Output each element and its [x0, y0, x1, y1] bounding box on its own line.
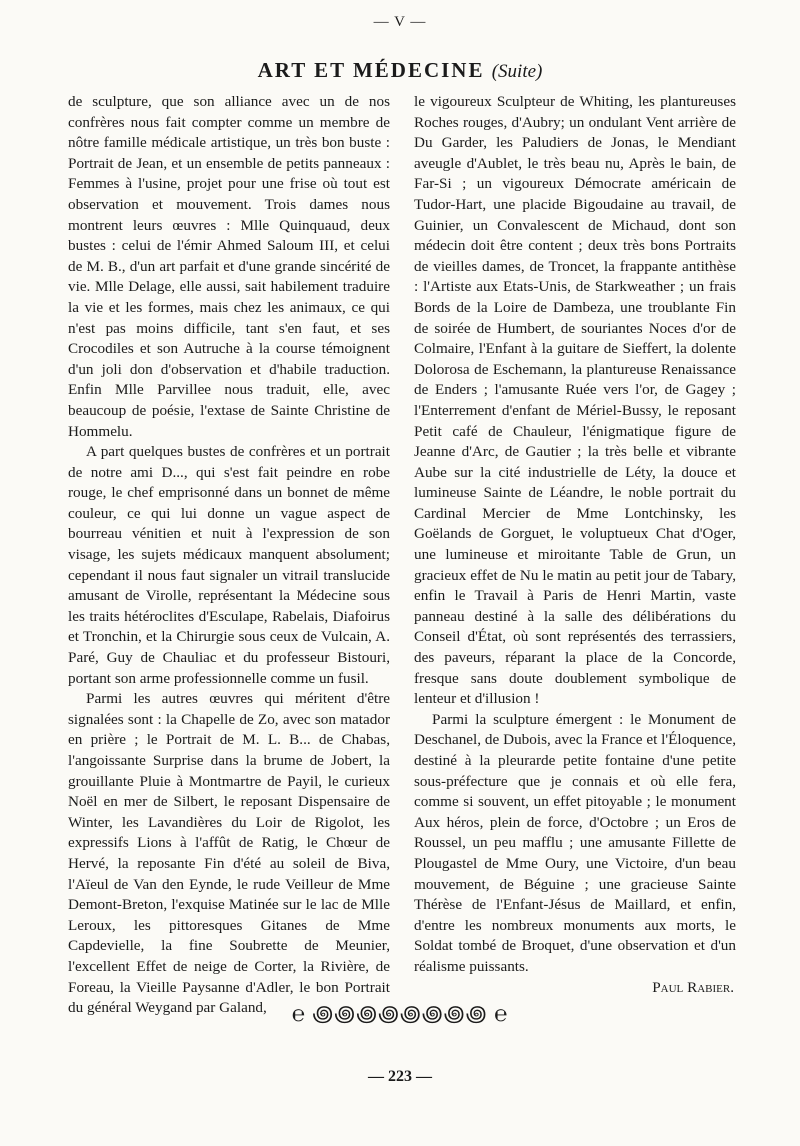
paragraph: A part quelques bustes de confrères et un portrait de notre ami D..., qui s'est fait peindre en robe rouge, le chef emprisonné dans un bonnet de même couleur, ce qui lui donne un vague aspect de bourreau vénitien et nuit à l'expression de son visage, les sujets médicaux manquent absolument; cependant il nous faut signaler un vitrail translucide amusant de Virolle, représentant la Médecine sous les traits hétéroclites d'Esculape, Rabelais, Diafoirus et Tronchin, et la Chirurgie sous ceux de Vulcain, A. Paré, Guy de Chauliac et du professeur Bistouri, portant son arme professionnelle comme un fusil.	[68, 443, 390, 687]
author-signature: Paul Rabier.	[652, 978, 734, 996]
ornament-divider: ℮ ꩜꩜꩜꩜꩜꩜꩜꩜ ℮	[291, 1001, 509, 1026]
right-column	[414, 92, 736, 998]
paragraph: Parmi les autres œuvres qui méritent d'être signalées sont : la Chapelle de Zo, avec son matador en prière ; le Portrait de M. L. B... de Chabas, l'angoissante Surprise dans la brume de Jobert, la grouillante Pluie à Montmartre de Payil, le curieux Noël en mer de Silbert, le reposant Dispensaire de Winter, les Lavandières du Loir de Rigolot, les expressifs Lions à l'affût de Ratig, le Chœur de Hervé, la reposante Fin d'été au soleil de Biva, l'Aïeul de Van den Eynde, le rude Veilleur de Mme Demont-Breton, l'exquise Matinée sur le lac de Mlle Leroux, les pittoresques Gitanes de Mme Capdevielle, la fine Soubrette de Meunier, l'excellent Effet de neige de Corter, la Rivière, de Foreau, la Vieille Paysanne d'Adler, le bon Portrait du général Weygand par Galand,	[68, 690, 390, 1017]
left-column	[68, 92, 390, 1019]
article-title	[0, 58, 800, 83]
running-folio: — V —	[373, 14, 427, 30]
paragraph: de sculpture, que son alliance avec un de nos confrères nous fait compter comme un membre de nôtre famille médicale artistique, un très bon buste : Portrait de Jean, et un ensemble de petits panneaux : Femmes à l'usine, projet pour une frise où tout est observation et mouvement. Trois dames nous montrent leurs œuvres : Mlle Quinquaud, deux bustes : celui de l'émir Ahmed Saloum III, et celui de M. B., d'un art parfait et d'une grande sincérité de vie. Mlle Delage, elle aussi, sait habilement traduire la vie et les formes, mais chez les animaux, ce qui n'est pas moins difficile, tant s'en faut, et ses Crocodiles et son Autruche à la course témoignent d'un joli don d'observation et d'habile traduction. Enfin Mlle Parvillee nous traduit, elle, avec beaucoup de poésie, l'extase de Sainte Christine de Hommelu.	[68, 93, 390, 440]
article-title-text: ART ET MÉDECINE	[257, 58, 485, 82]
page-number: — 223 —	[368, 1068, 432, 1085]
paragraph: Parmi la sculpture émergent : le Monument de Deschanel, de Dubois, avec la France et l'Éloquence, destiné à la pleurarde petite fontaine d'une petite sous-préfecture que je connais et où elle fera, comme si souvent, un effet pitoyable ; le monument Aux héros, plein de force, d'Octobre ; un Eros de Roussel, un peu mafflu ; une amusante Fillette de Plougastel de Mme Oury, une Victoire, d'un beau mouvement, de Béguine ; une gracieuse Sainte Thérèse de l'Enfant-Jésus de Maillard, et enfin, d'entre les nombreux monuments aux morts, le Soldat tombé de Broquet, d'une observation et d'un réalisme puissants.	[414, 710, 736, 975]
paragraph: le vigoureux Sculpteur de Whiting, les plantureuses Roches rouges, d'Aubry; un ondulant Vent arrière de Du Garder, les Paludiers de Jonas, le Mendiant aveugle d'Aublet, le très beau nu, Après le bain, de Far-Si ; un vigoureux Démocrate américain de Tudor-Hart, une placide Bigoudaine au travail, de Guinier, un Convalescent de Michaud, dont son médecin doit être content ; deux très bons Portraits de vieilles dames, de Troncet, la frappante antithèse : l'Artiste aux Etats-Unis, de Starkweather ; un frais Bords de la Loire de Dambeza, une troublante Fin de soirée de Humbert, de souriantes Noces d'or de Colmaire, l'Enfant à la guitare de Sieffert, la dolente Dolorosa de Eschemann, la plantureuse Renaissance de Enders ; l'amusante Ruée vers l'or, de Gagey ; l'Enterrement d'enfant de Mériel-Bussy, le reposant Petit café de Chauleur, l'énigmatique figure de Jeanne d'Arc, de Gautier ; la très belle et vibrante Aube sur la cité industrielle de Léty, la douce et lumineuse Sainte de Léandre, le noble portrait du Cardinal Mercier de Mme Lontchinsky, les Goëlands de Gorguet, le voluptueux Chat d'Oger, une lumineuse et miroitante Table de Grun, un gracieux effet de Nu le matin au petit jour de Tabary, enfin le Travail à Paris de Henri Martin, vaste panneau destiné à la salle des délibérations du Conseil d'État, où sont représentés des terrassiers, des paveurs, réparant la place de la Concorde, fresque sans doute doublement symbolique de lenteur et d'illusion !	[414, 93, 736, 708]
article-title-suffix: (Suite)	[491, 61, 543, 82]
